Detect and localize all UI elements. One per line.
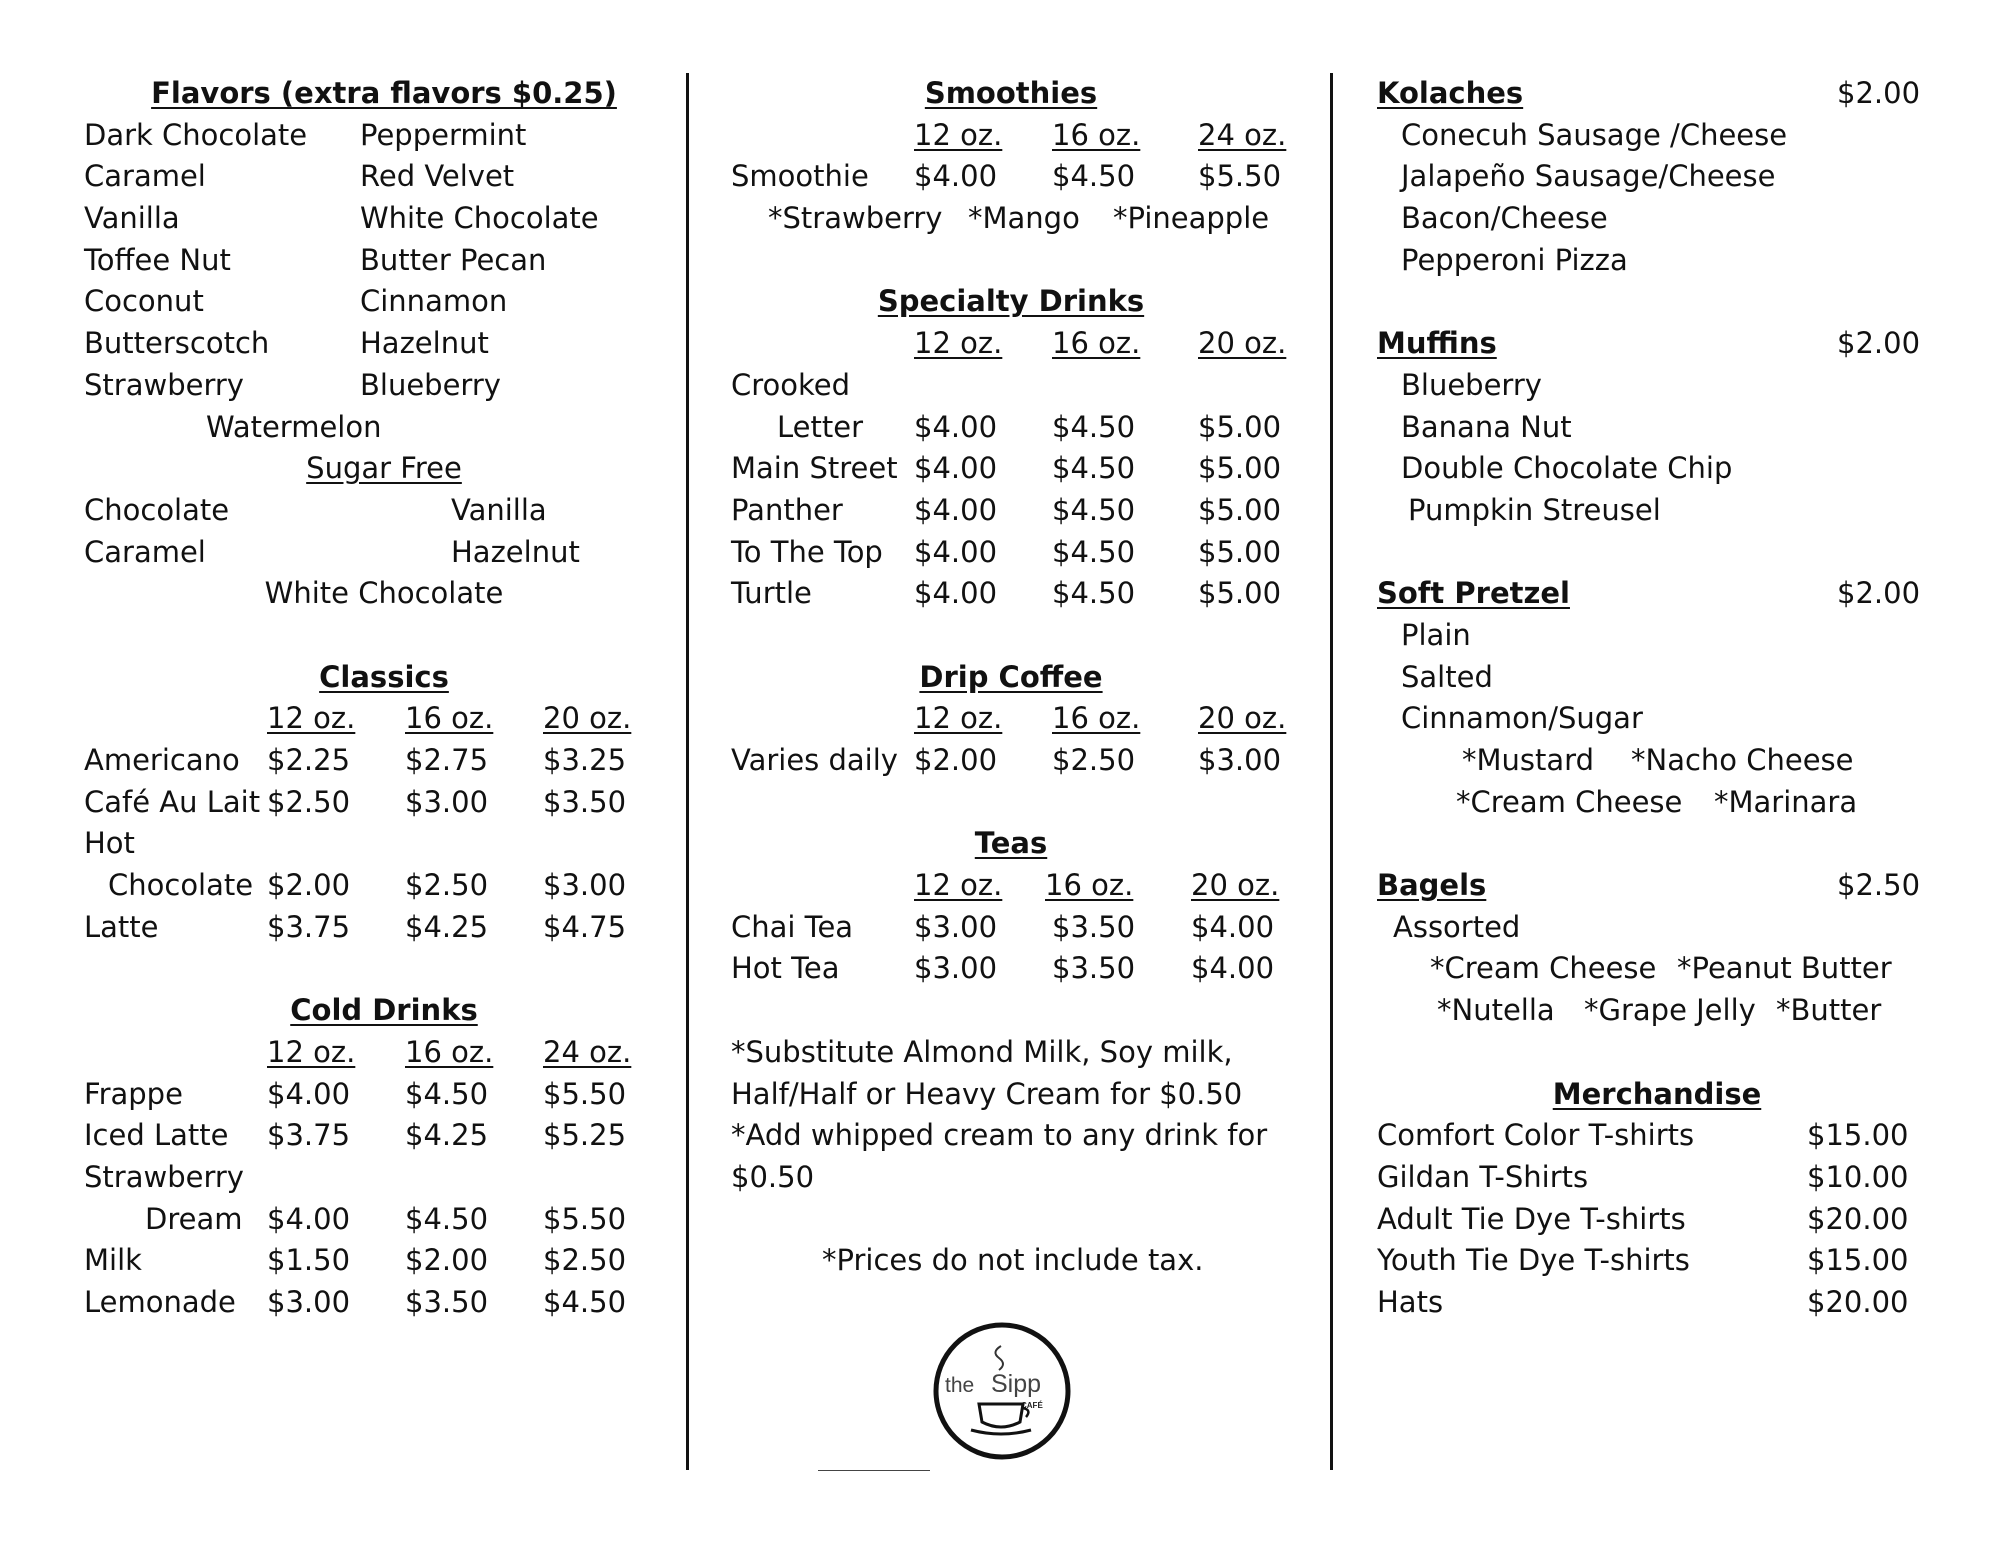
price: $4.25: [405, 1118, 489, 1153]
menu-row: [84, 1074, 684, 1116]
size-label: 16 oz.: [405, 701, 494, 736]
item-name: Varies daily: [731, 743, 898, 777]
topping: *Cream Cheese: [1456, 784, 1683, 819]
price: $5.50: [543, 1201, 627, 1236]
size-label: 12 oz.: [914, 868, 1003, 903]
flavor-row: [84, 156, 684, 198]
list-item: Conecuh Sausage /Cheese: [1401, 117, 1788, 152]
list-item: Pumpkin Streusel: [1408, 492, 1661, 527]
topping: *Grape Jelly: [1584, 993, 1756, 1028]
size-header-row: [731, 323, 1291, 365]
price: $3.25: [543, 743, 627, 777]
menu-row: [731, 532, 1291, 574]
price: $4.00: [914, 159, 998, 194]
menu-row: [84, 1282, 684, 1324]
item-name: Smoothie: [731, 159, 869, 194]
flavor-row: [84, 240, 684, 282]
item-name: Gildan T-Shirts: [1377, 1159, 1589, 1194]
section-title: Drip Coffee: [919, 659, 1103, 694]
item-name: Crooked: [731, 367, 851, 402]
item-name: Hats: [1377, 1284, 1444, 1319]
menu-row: [84, 1115, 684, 1157]
menu-row: [731, 156, 1291, 198]
section-title: Cold Drinks: [290, 993, 478, 1028]
menu-row: [84, 823, 684, 865]
price: $4.50: [405, 1076, 489, 1111]
column-middle: [731, 73, 1291, 1282]
price: $15.00: [1807, 1118, 1909, 1153]
item-name: Main Street: [731, 451, 898, 486]
size-label: 20 oz.: [1198, 701, 1287, 736]
topping-row: [1377, 948, 1937, 990]
list-item: Assorted: [1393, 909, 1521, 944]
item-name: Comfort Color T-shirts: [1377, 1118, 1695, 1153]
topping: *Butter: [1776, 993, 1882, 1028]
price: $5.00: [1198, 409, 1282, 444]
price: $20.00: [1807, 1201, 1909, 1236]
price: $3.50: [1052, 909, 1136, 944]
section-title: Classics: [319, 659, 449, 694]
flavor-row: [84, 115, 684, 157]
flavor-row: [84, 281, 684, 323]
price: $2.50: [1052, 743, 1136, 777]
item-name: Turtle: [731, 576, 812, 611]
section-title: Bagels: [1377, 868, 1487, 903]
size-label: 12 oz.: [914, 117, 1003, 152]
flavor-item: Watermelon: [206, 409, 382, 444]
section-title: Specialty Drinks: [877, 284, 1145, 319]
price: $4.00: [914, 534, 998, 569]
list-item: Blueberry: [1401, 367, 1542, 402]
smoothies-section: [731, 73, 1291, 115]
merch-row: [1377, 1115, 1937, 1157]
flavor-item: Vanilla: [451, 492, 547, 527]
price: $2.50: [405, 868, 489, 903]
topping: *Cream Cheese: [1430, 951, 1657, 986]
topping: *Nutella: [1437, 993, 1555, 1028]
item-name: Strawberry: [84, 1159, 244, 1194]
price: $1.50: [267, 1243, 351, 1278]
size-label: 12 oz.: [914, 326, 1003, 361]
menu-row: [84, 907, 684, 949]
price: $4.50: [1052, 159, 1136, 194]
size-header-row: [84, 698, 684, 740]
price: $3.00: [543, 868, 627, 903]
size-header-row: [731, 698, 1291, 740]
price: $3.00: [405, 784, 489, 819]
cafe-logo: [929, 1318, 1075, 1464]
menu-row: [731, 948, 1291, 990]
size-label: 16 oz.: [405, 1034, 494, 1069]
section-price: $2.00: [1837, 76, 1921, 110]
teas-section: [731, 823, 1291, 865]
size-label: 20 oz.: [1198, 326, 1287, 361]
price: $3.50: [1052, 951, 1136, 986]
bagels-section: [1377, 865, 1937, 907]
size-label: 12 oz.: [914, 701, 1003, 736]
section-price: $2.50: [1837, 868, 1921, 903]
price: $3.75: [267, 909, 351, 944]
price: $4.50: [405, 1201, 489, 1236]
price: $2.75: [405, 743, 489, 777]
price: $5.25: [543, 1118, 627, 1153]
price: $2.00: [405, 1243, 489, 1278]
price: $2.25: [267, 743, 351, 777]
column-divider: [686, 73, 689, 1470]
drip-coffee-section: [731, 657, 1291, 699]
flavor-item: Hazelnut: [451, 534, 580, 569]
logo-text-cafe: CAFÉ: [1021, 1401, 1043, 1410]
topping: *Nacho Cheese: [1631, 743, 1854, 777]
menu-row: [84, 1199, 684, 1241]
price: $4.50: [1052, 576, 1136, 611]
menu-row: [84, 1240, 684, 1282]
size-header-row: [84, 1032, 684, 1074]
price: $2.50: [543, 1243, 627, 1278]
list-item: Plain: [1401, 617, 1471, 652]
price: $5.50: [1198, 159, 1282, 194]
flavor-item: Blueberry: [360, 367, 501, 402]
price: $3.75: [267, 1118, 351, 1153]
topping: *Mustard: [1462, 743, 1594, 777]
price: $4.00: [914, 576, 998, 611]
size-label: 16 oz.: [1052, 117, 1141, 152]
flavor-row: [84, 365, 684, 407]
logo-text-the: the: [945, 1374, 975, 1397]
size-label: 16 oz.: [1045, 868, 1134, 903]
flavor-item: Toffee Nut: [84, 242, 231, 277]
flavor-item: Strawberry: [84, 367, 244, 402]
note-line: Half/Half or Heavy Cream for $0.50: [731, 1076, 1243, 1111]
price: $4.00: [267, 1201, 351, 1236]
item-name: Lemonade: [84, 1284, 236, 1319]
menu-row: [84, 865, 684, 907]
size-label: 16 oz.: [1052, 701, 1141, 736]
size-header-row: [731, 115, 1291, 157]
item-name: Chocolate: [108, 868, 254, 903]
price: $4.50: [1052, 534, 1136, 569]
flavor-item: Hazelnut: [360, 326, 489, 361]
item-name: Panther: [731, 492, 843, 527]
specialty-section: [731, 281, 1291, 323]
price: $4.00: [267, 1076, 351, 1111]
list-item: Double Chocolate Chip: [1401, 451, 1733, 486]
item-name: Americano: [84, 743, 240, 777]
flavor-item: White Chocolate: [264, 576, 504, 611]
price: $4.00: [1191, 909, 1275, 944]
menu-row: [84, 782, 684, 824]
price: $3.00: [267, 1284, 351, 1319]
flavor-item: Coconut: [84, 284, 204, 319]
menu-row: [731, 448, 1291, 490]
logo-text-sipp: Sipp: [991, 1370, 1042, 1398]
price: $4.50: [1052, 451, 1136, 486]
flavors-section: [84, 73, 684, 115]
size-label: 12 oz.: [267, 701, 356, 736]
item-name: Youth Tie Dye T-shirts: [1377, 1243, 1690, 1278]
size-label: 24 oz.: [543, 1034, 632, 1069]
flavor-item: Vanilla: [84, 201, 180, 236]
list-item: Pepperoni Pizza: [1401, 242, 1628, 277]
price: $4.75: [543, 909, 627, 944]
list-item: Bacon/Cheese: [1401, 201, 1608, 236]
price: $4.50: [543, 1284, 627, 1319]
price: $2.00: [914, 743, 998, 777]
coffee-cup-icon: [929, 1318, 1075, 1464]
topping-row: [1377, 782, 1937, 824]
item-name: Adult Tie Dye T-shirts: [1377, 1201, 1686, 1236]
section-price: $2.00: [1837, 326, 1921, 361]
item-name: Letter: [777, 409, 863, 444]
topping: *Marinara: [1714, 784, 1858, 819]
kolaches-section: [1377, 73, 1937, 115]
price: $4.50: [1052, 409, 1136, 444]
flavor-item: Red Velvet: [360, 159, 515, 194]
item-name: Hot: [84, 826, 135, 861]
menu-row: [731, 907, 1291, 949]
column-divider: [1330, 73, 1333, 1470]
flavor-item: White Chocolate: [360, 201, 599, 236]
price: $4.25: [405, 909, 489, 944]
merch-row: [1377, 1240, 1937, 1282]
section-title: Muffins: [1377, 326, 1497, 361]
sugar-free-heading-row: [84, 448, 684, 490]
merch-row: [1377, 1199, 1937, 1241]
price: $3.00: [914, 909, 998, 944]
item-name: Frappe: [84, 1076, 183, 1111]
size-label: 16 oz.: [1052, 326, 1141, 361]
merchandise-section: [1377, 1074, 1937, 1116]
section-title: Merchandise: [1552, 1076, 1762, 1111]
list-item: Cinnamon/Sugar: [1401, 701, 1643, 736]
flavor-row: [84, 573, 684, 615]
price: $5.00: [1198, 576, 1282, 611]
flavor-item: Chocolate: [84, 492, 230, 527]
price: $4.50: [1052, 492, 1136, 527]
menu-row: [731, 490, 1291, 532]
price: $4.00: [914, 451, 998, 486]
price: $4.00: [1191, 951, 1275, 986]
section-title: Teas: [974, 826, 1048, 861]
flavor-row: [84, 490, 684, 532]
price: $3.50: [543, 784, 627, 819]
tax-note: *Prices do not include tax.: [822, 1243, 1204, 1278]
flavor-row: [84, 198, 684, 240]
note-line: $0.50: [731, 1159, 815, 1194]
list-item: Jalapeño Sausage/Cheese: [1401, 159, 1776, 194]
size-header-row: [731, 865, 1291, 907]
price: $20.00: [1807, 1284, 1909, 1319]
option: *Strawberry: [768, 201, 943, 236]
item-name: Hot Tea: [731, 951, 840, 986]
item-name: Iced Latte: [84, 1118, 229, 1153]
option: *Mango: [968, 201, 1080, 236]
price: $5.00: [1198, 451, 1282, 486]
column-right: [1377, 73, 1937, 1324]
list-item: Banana Nut: [1401, 409, 1572, 444]
pretzel-section: [1377, 573, 1937, 615]
price: $3.00: [1198, 743, 1282, 777]
item-name: Dream: [145, 1201, 243, 1236]
flavor-item: Dark Chocolate: [84, 117, 308, 152]
topping-row: [1377, 740, 1937, 782]
section-title: Kolaches: [1377, 76, 1524, 110]
menu-row: [731, 740, 1291, 782]
price: $10.00: [1807, 1159, 1909, 1194]
signature-line: [818, 1470, 930, 1471]
price: $2.00: [267, 868, 351, 903]
menu-row: [731, 573, 1291, 615]
column-left: [84, 73, 684, 1324]
menu-row: [731, 365, 1291, 407]
size-label: 24 oz.: [1198, 117, 1287, 152]
price: $5.00: [1198, 534, 1282, 569]
note-line: *Substitute Almond Milk, Soy milk,: [731, 1034, 1233, 1069]
smoothie-options: [731, 198, 1291, 240]
sugar-free-title: Sugar Free: [306, 451, 462, 486]
cold-drinks-section: [84, 990, 684, 1032]
price: $2.50: [267, 784, 351, 819]
menu-row: [84, 1157, 684, 1199]
muffins-section: [1377, 323, 1937, 365]
price: $3.00: [914, 951, 998, 986]
option: *Pineapple: [1113, 201, 1270, 236]
flavor-item: Peppermint: [360, 117, 527, 152]
flavor-item: Caramel: [84, 534, 206, 569]
classics-section: [84, 657, 684, 699]
flavor-row: [84, 407, 684, 449]
flavor-item: Cinnamon: [360, 284, 508, 319]
size-label: 20 oz.: [543, 701, 632, 736]
section-title: Smoothies: [924, 76, 1098, 110]
item-name: To The Top: [731, 534, 883, 569]
flavor-row: [84, 532, 684, 574]
price: $5.50: [543, 1076, 627, 1111]
menu-row: [84, 740, 684, 782]
size-label: 12 oz.: [267, 1034, 356, 1069]
flavor-item: Butter Pecan: [360, 242, 547, 277]
menu-row: [731, 407, 1291, 449]
section-title: Soft Pretzel: [1377, 576, 1570, 611]
merch-row: [1377, 1282, 1937, 1324]
section-title: Flavors (extra flavors $0.25): [151, 76, 617, 110]
price: $4.00: [914, 492, 998, 527]
flavor-item: Caramel: [84, 159, 206, 194]
price: $3.50: [405, 1284, 489, 1319]
topping-row: [1377, 990, 1937, 1032]
flavor-item: Butterscotch: [84, 326, 270, 361]
item-name: Café Au Lait: [84, 784, 261, 819]
merch-row: [1377, 1157, 1937, 1199]
topping: *Peanut Butter: [1677, 951, 1892, 986]
item-name: Latte: [84, 909, 159, 944]
item-name: Chai Tea: [731, 909, 854, 944]
list-item: Salted: [1401, 659, 1493, 694]
item-name: Milk: [84, 1243, 142, 1278]
section-price: $2.00: [1837, 576, 1921, 611]
price: $5.00: [1198, 492, 1282, 527]
flavor-row: [84, 323, 684, 365]
size-label: 20 oz.: [1191, 868, 1280, 903]
price: $4.00: [914, 409, 998, 444]
note-line: *Add whipped cream to any drink for: [731, 1118, 1268, 1153]
price: $15.00: [1807, 1243, 1909, 1278]
